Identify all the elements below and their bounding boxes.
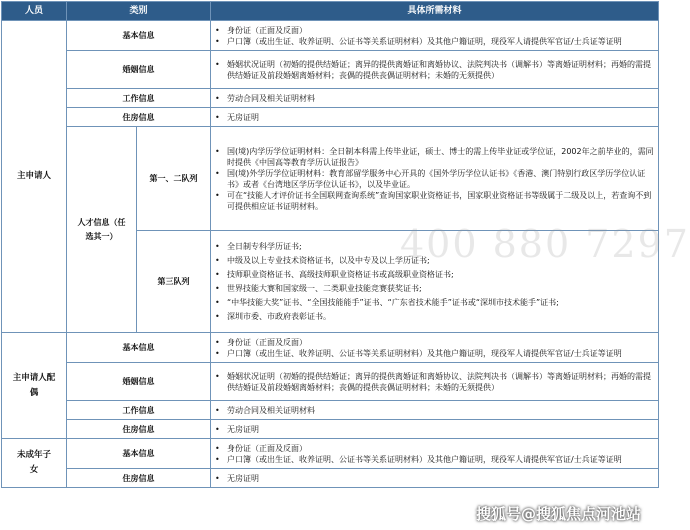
table-row [2,469,659,488]
category-work: 工作信息 [67,89,211,108]
items-cell [211,439,659,469]
items-cell [211,420,659,439]
items-cell [211,363,659,401]
table-row [2,439,659,469]
list-item: • 户口簿（或出生证、收养证明、公证书等关系证明材料）及其他户籍证明，现役军人请提供军官证/士兵证等证明 [215,36,622,46]
list-item: • 世界技能大赛和国家级一、二类职业技能竞赛获奖证书; [215,284,422,293]
items-cell [211,469,659,488]
bullet-icon: • [215,284,220,293]
list-item: • 身份证（正面及反面） [215,443,308,453]
items-cell [211,231,659,333]
header-row [2,2,659,21]
source-watermark: 搜狐号@搜狐焦点河池站 [476,505,642,523]
category-housing: 住房信息 [67,420,211,439]
table-row [2,420,659,439]
bullet-icon: • [215,405,220,415]
table-row [2,89,659,108]
bullet-icon: • [215,59,220,69]
header-category: 类别 [67,2,211,21]
person-minor: 未成年子女 [2,439,67,488]
list-item: • 全日制专科学历证书; [215,242,302,251]
bullet-icon: • [215,112,220,122]
bullet-icon: • [215,337,220,347]
table-row [2,401,659,420]
bullet-icon: • [215,168,220,178]
person-spouse: 主申请人配偶 [2,333,67,439]
bullet-icon: • [215,36,220,46]
bullet-icon: • [215,454,220,464]
table-row [2,51,659,89]
list-item: • 技师职业资格证书、高级技师职业资格证书或高级职业资格证书; [215,270,454,279]
bullet-icon: • [215,473,220,483]
list-item: • 身份证（正面及反面） [215,337,308,347]
items-cell [211,401,659,420]
list-item: • 劳动合同及相关证明材料 [215,405,316,415]
header-person: 人员 [2,2,67,21]
list-item: • 婚姻状况证明（初婚的提供结婚证；离异的提供离婚证和离婚协议、法院判决书（调解书）等离婚证明材料；再婚的需提供结婚证及前段婚姻离婚材料；丧偶的提供丧偶证明材料；未婚的无须提供） [215,371,652,392]
items-cell [211,108,659,127]
items-cell [211,51,659,89]
bullet-icon: • [215,298,220,307]
list-item: • 无房证明 [215,473,260,483]
list-item: • 身份证（正面及反面） [215,25,308,35]
list-item: • 国(境)内学历学位证明材料：全日制本科需上传毕业证，硕士、博士的需上传毕业证或学位证，2002年之前毕业的，需同时提供《中国高等教育学历认证报告》 [215,146,654,167]
bullet-icon: • [215,348,220,358]
list-item: • 无房证明 [215,112,260,122]
category-work: 工作信息 [67,401,211,420]
bullet-icon: • [215,25,220,35]
bullet-icon: • [215,242,220,251]
tier-1-2: 第一、二队列 [137,127,211,231]
items-cell [211,333,659,363]
list-item: • “中华技能大奖”证书、“全国技能能手”证书、“广东省技术能手”证书或“深圳市技术能手”证书; [215,298,559,307]
list-item: • 户口簿（或出生证、收养证明、公证书等关系证明材料）及其他户籍证明，现役军人请提供军官证/士兵证等证明 [215,348,622,358]
category-basic: 基本信息 [67,21,211,51]
table-row [2,363,659,401]
table-row [2,127,659,231]
table-row [2,333,659,363]
list-item: • 可在“技能人才评价证书全国联网查询系统”查询国家职业资格证书，国家职业资格证书等级属于二级及以上，若查询不到可提供相应证书证明材料。 [215,190,652,211]
bullet-icon: • [215,146,220,156]
list-item: • 中级及以上专业技术资格证书，以及中专及以上学历证书; [215,256,430,265]
category-talent: 人才信息（任选其一） [67,127,137,333]
list-item: • 婚姻状况证明（初婚的提供结婚证；离异的提供离婚证和离婚协议、法院判决书（调解书）等离婚证明材料；再婚的需提供结婚证及前段婚姻离婚材料；丧偶的提供丧偶证明材料；未婚的无须提供） [215,59,652,80]
items-cell [211,89,659,108]
table-row [2,21,659,51]
list-item: • 户口簿（或出生证、收养证明、公证书等关系证明材料）及其他户籍证明，现役军人请提供军官证/士兵证等证明 [215,454,622,464]
category-housing: 住房信息 [67,469,211,488]
list-item: • 劳动合同及相关证明材料 [215,93,316,103]
tier-3: 第三队列 [137,231,211,333]
bullet-icon: • [215,256,220,265]
list-item: • 无房证明 [215,424,260,434]
bullet-icon: • [215,312,220,321]
items-cell [211,21,659,51]
bullet-icon: • [215,443,220,453]
bullet-icon: • [215,93,220,103]
category-basic: 基本信息 [67,333,211,363]
list-item: • 国(境)外学历学位证明材料：教育部留学服务中心开具的《国外学历学位认证书》《香港、澳门特别行政区学历学位认证书》或者《台湾地区学历学位认证书》，以及毕业证。 [215,168,646,189]
bullet-icon: • [215,424,220,434]
list-item: • 深圳市委、市政府表彰证书。 [215,312,332,321]
bullet-icon: • [215,190,220,200]
category-marriage: 婚姻信息 [67,363,211,401]
table-row [2,108,659,127]
category-marriage: 婚姻信息 [67,51,211,89]
category-basic: 基本信息 [67,439,211,469]
person-applicant: 主申请人 [2,21,67,333]
header-materials: 具体所需材料 [211,2,659,21]
bullet-icon: • [215,270,220,279]
items-cell [211,127,659,231]
phone-watermark: 400 880 7297 [400,222,690,266]
bullet-icon: • [215,371,220,381]
materials-table [1,1,659,488]
category-housing: 住房信息 [67,108,211,127]
